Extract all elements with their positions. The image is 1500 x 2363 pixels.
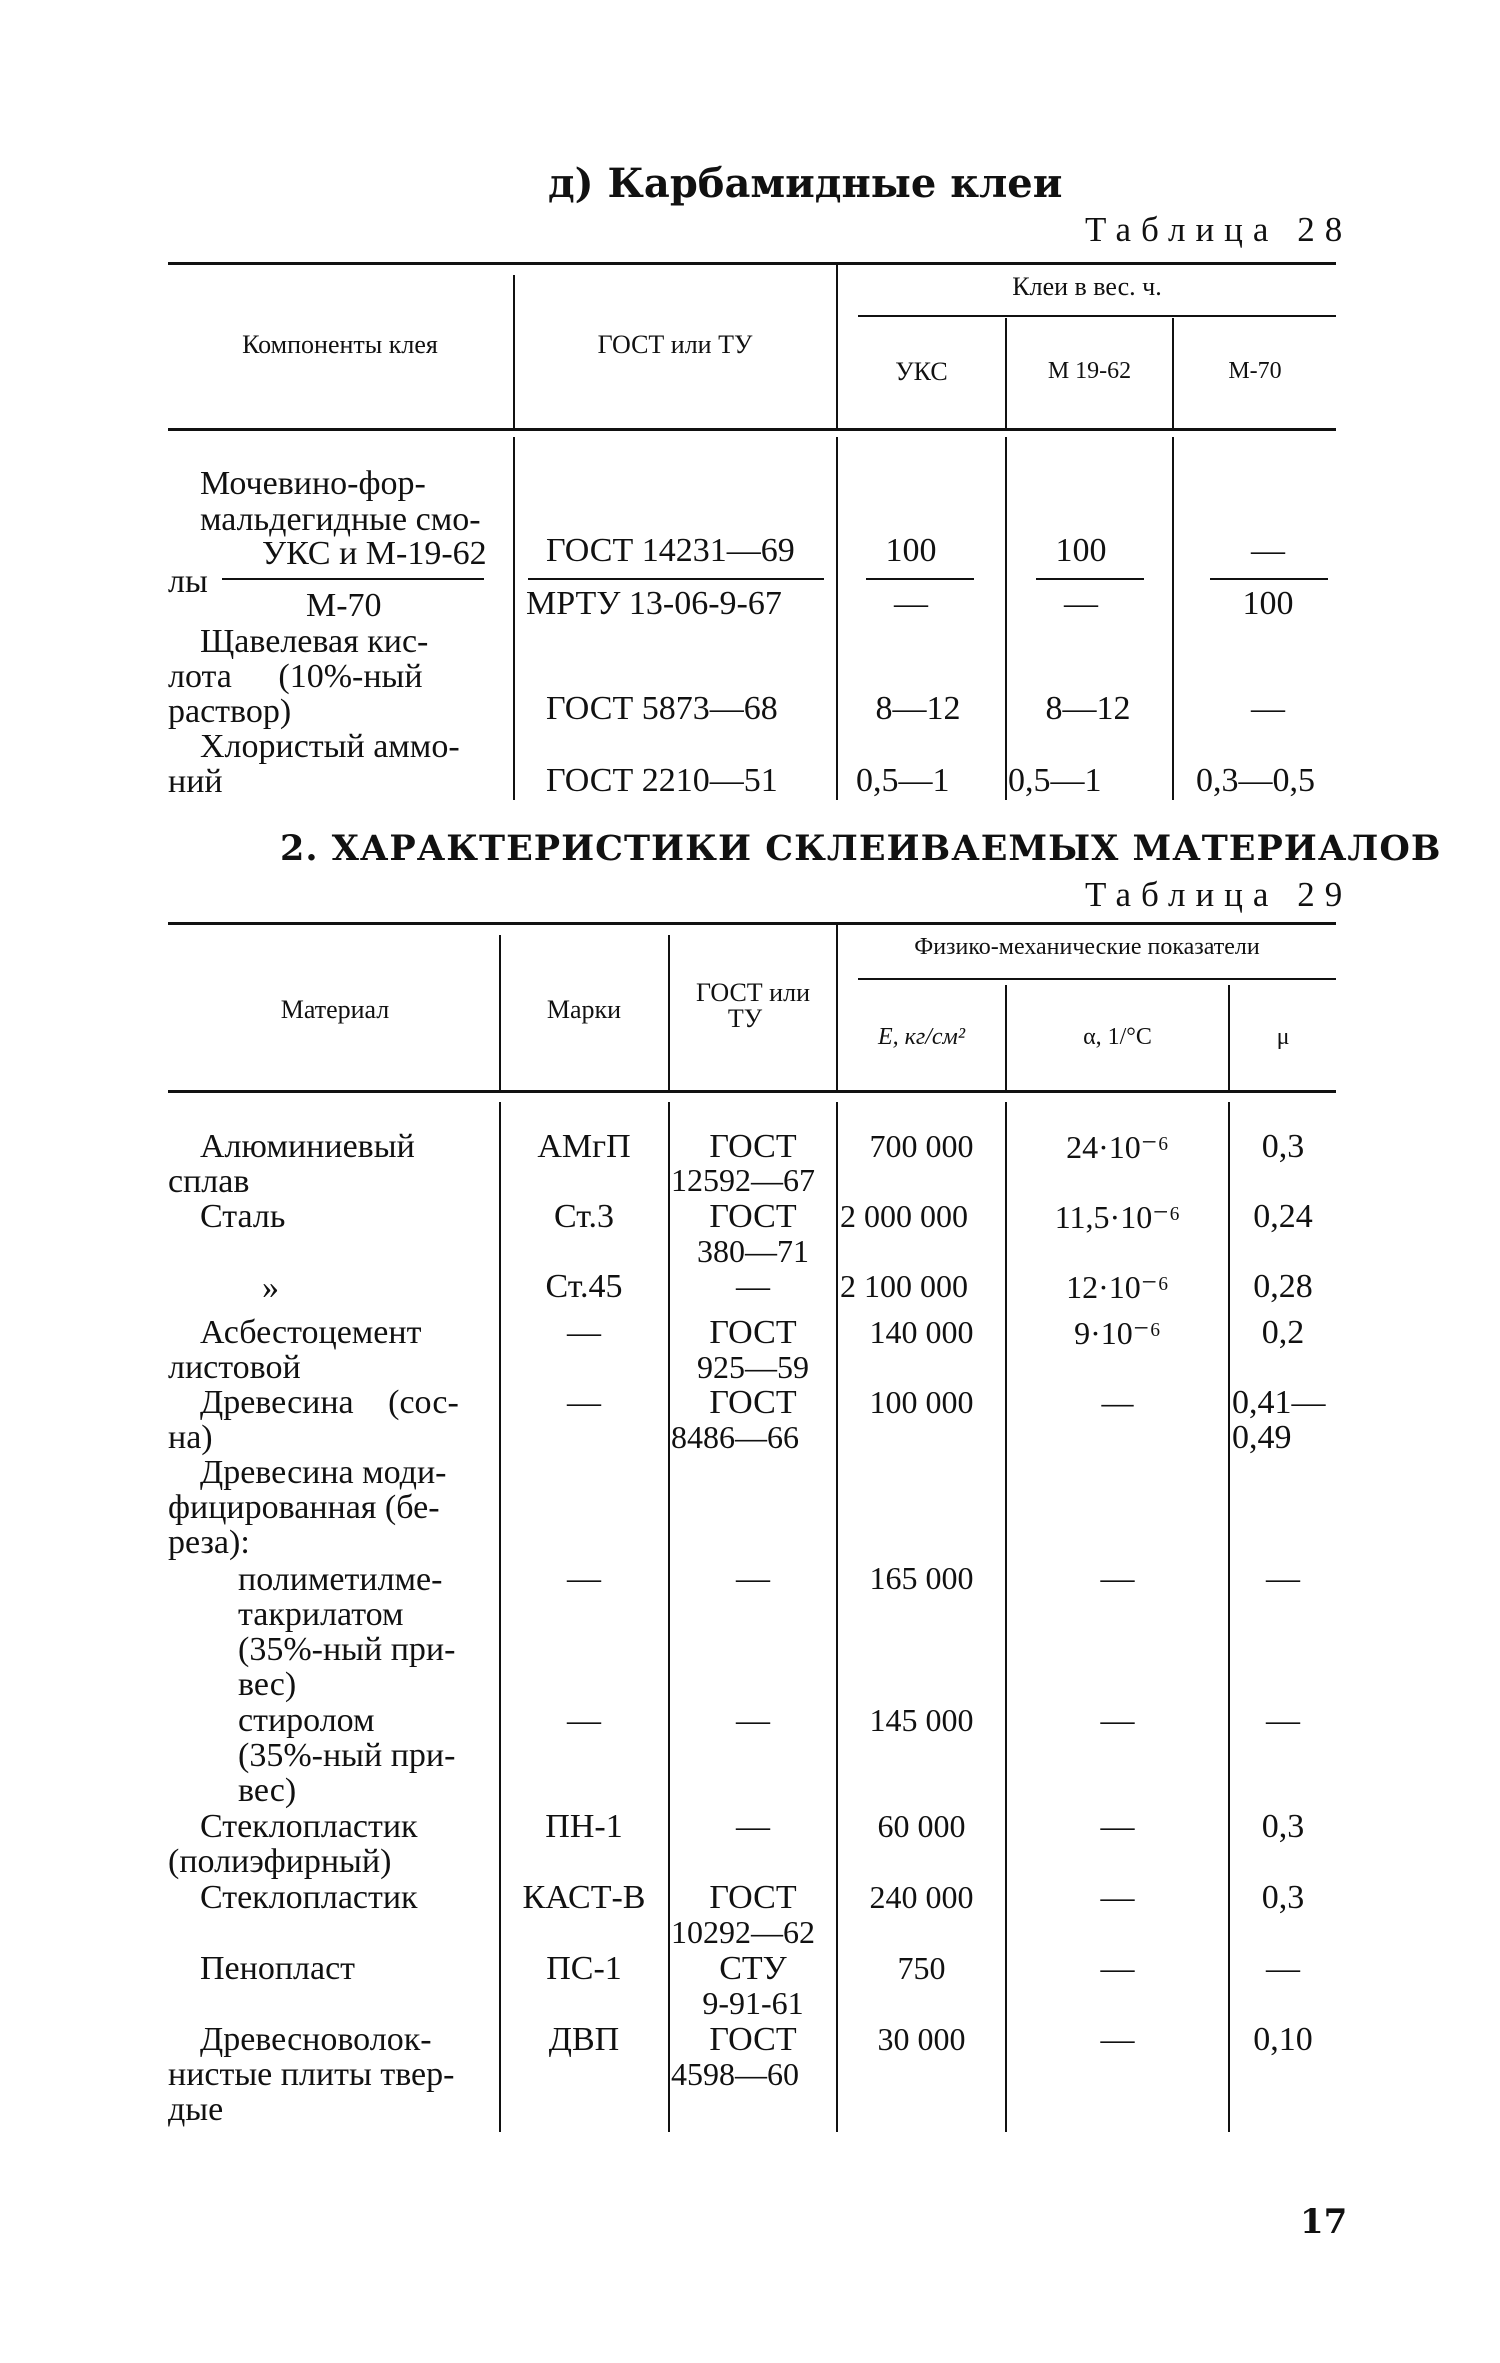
row-steel-g1: ГОСТ [709,1198,797,1235]
row-glassfiber2-mu: 0,3 [1261,1879,1305,1916]
cell-r1a-uks: 100 [885,532,937,569]
row-glassfiber1-g1: — [736,1808,770,1845]
row-steel-m1: Сталь [200,1198,286,1235]
row-steel45-mu: 0,28 [1253,1268,1313,1305]
row-glassfiber2-g1: ГОСТ [709,1879,797,1916]
header-e: E, кг/см² [877,1024,966,1050]
row-fiberboard-g1: ГОСТ [709,2021,797,2058]
row-foam-e: 750 [897,1950,946,1986]
header-m70: М-70 [1228,358,1282,384]
table-29-label: Таблица 29 [1085,875,1353,914]
cell-r1a-gost: ГОСТ 14231—69 [546,532,795,569]
row-foam-mark: ПС-1 [546,1950,622,1987]
row-pmma-mark: — [567,1560,601,1597]
row-asbestos-mark: — [567,1314,601,1351]
header-marks: Марки [546,995,622,1024]
row-styrene-a: — [1100,1702,1135,1739]
header-gost-2: ТУ [727,1004,763,1033]
row-glassfiber1-m1: Стеклопластик [200,1808,418,1845]
cell-r1a-m70: — [1251,532,1285,569]
row-steel-mu: 0,24 [1253,1198,1313,1235]
header-group-physmech: Физико-механические показатели [914,934,1260,960]
page-number: 17 [1300,2202,1348,2242]
row-aluminium-m1: Алюминиевый [200,1128,415,1165]
row-fiberboard-g2: 4598—60 [671,2056,799,2092]
header-uks: УКС [895,357,948,386]
row-steel-g2: 380—71 [697,1233,809,1269]
row-pmma-m2: такрилатом [238,1596,404,1633]
row-resins-label-1: Мочевино-фор- [200,465,426,502]
row-aluminium-a: 24·10⁻⁶ [1066,1129,1169,1165]
row-styrene-m2: (35%-ный при- [238,1737,456,1774]
row-aluminium-g1: ГОСТ [709,1128,797,1165]
row-pmma-e: 165 000 [869,1560,974,1596]
row-glassfiber2-mark: КАСТ-В [522,1879,646,1916]
cell-r2-uks: 8—12 [875,690,961,727]
cell-r3-uks: 0,5—1 [856,762,950,799]
row-glassfiber2-m1: Стеклопластик [200,1879,418,1916]
row-glassfiber1-m2: (полиэфирный) [168,1843,392,1880]
row-styrene-m1: стиролом [238,1702,375,1739]
cell-r1b-m70: 100 [1242,585,1294,622]
row-steel45-g1: — [736,1268,770,1305]
row-oxalic-label-3: раствор) [168,693,292,730]
row-pine-a: — [1101,1384,1134,1420]
header-gost: ГОСТ или ТУ [597,330,753,359]
row-asbestos-e: 140 000 [869,1314,974,1350]
header-mu: μ [1276,1024,1290,1050]
row-aluminium-mu: 0,3 [1261,1128,1305,1165]
row-pmma-m3: (35%-ный при- [238,1631,456,1668]
row-glassfiber1-mark: ПН-1 [545,1808,623,1845]
row-aluminium-g2: 12592—67 [671,1162,815,1198]
section-d-title: д) Карбамидные клеи [548,160,1063,207]
row-pine-g1: ГОСТ [709,1384,797,1421]
row-steel-mark: Ст.3 [553,1198,615,1235]
row-glassfiber1-a: — [1100,1808,1135,1845]
row-foam-m1: Пенопласт [200,1950,356,1987]
cell-r3-m70: 0,3—0,5 [1196,762,1315,799]
row-aluminium-m2: сплав [168,1163,250,1200]
row-steel45-mark: Ст.45 [545,1268,623,1305]
row-pine-e: 100 000 [869,1384,974,1420]
row-pine-mu: 0,41— [1232,1384,1326,1421]
row-fiberboard-mu: 0,10 [1253,2021,1313,2058]
header-gost-1: ГОСТ или [695,978,810,1007]
row-resins-label-3: лы [168,563,208,600]
row-pine-mu2: 0,49 [1232,1419,1292,1456]
cell-r2-gost: ГОСТ 5873—68 [546,690,778,727]
row-aluminium-e: 700 000 [869,1128,974,1164]
row-pmma-mu: — [1266,1560,1300,1597]
row-steel45-a: 12·10⁻⁶ [1066,1269,1169,1305]
row-foam-g1: СТУ [719,1950,787,1987]
row-fiberboard-mark: ДВП [548,2021,620,2058]
row-fiberboard-m3: дые [168,2091,224,2128]
row-pmma-m4: вес) [238,1666,297,1703]
cell-r2-m70: — [1251,690,1285,727]
row-asbestos-m1: Асбестоцемент [200,1314,422,1351]
row-fiberboard-m1: Древесноволок- [200,2021,432,2058]
row-asbestos-mu: 0,2 [1261,1314,1305,1351]
row-pine-m2: на) [168,1419,213,1456]
row-asbestos-a: 9·10⁻⁶ [1074,1315,1161,1351]
row-ammonium-label-2: ний [168,763,223,800]
row-asbestos-g1: ГОСТ [709,1314,797,1351]
row-asbestos-m2: листовой [168,1349,301,1386]
row-glassfiber1-e: 60 000 [877,1808,966,1844]
row-oxalic-label-2: лота (10%-ный [168,658,423,695]
row-pmma-m1: полиметилме- [238,1561,443,1598]
row-resins-sub-b: М-70 [306,587,382,624]
row-oxalic-label-1: Щавелевая кис- [200,623,429,660]
cell-r1b-m1962: — [1064,585,1098,622]
cell-r3-m1962: 0,5—1 [1008,762,1102,799]
cell-r2-m1962: 8—12 [1045,690,1131,727]
cell-r1b-gost: МРТУ 13-06-9-67 [526,585,782,622]
row-pine-mark: — [567,1384,601,1421]
header-group-glues: Клеи в вес. ч. [1012,272,1162,301]
row-foam-g2: 9-91-61 [702,1985,804,2021]
row-styrene-mark: — [567,1702,601,1739]
row-styrene-e: 145 000 [869,1702,974,1738]
row-steel45-m1: » [262,1269,279,1306]
row-fiberboard-m2: нистые плиты твер- [168,2056,455,2093]
section-2-title: 2. ХАРАКТЕРИСТИКИ СКЛЕИВАЕМЫХ МАТЕРИАЛОВ [280,828,1442,869]
row-ammonium-label-1: Хлористый аммо- [200,728,460,765]
cell-r1a-m1962: 100 [1055,532,1107,569]
row-glassfiber1-mu: 0,3 [1261,1808,1305,1845]
row-modwood-m2: фицированная (бе- [168,1489,440,1526]
row-fiberboard-e: 30 000 [877,2021,966,2057]
header-material: Материал [280,995,390,1024]
row-styrene-g1: — [736,1702,770,1739]
header-alpha: α, 1/°C [1083,1024,1152,1050]
row-foam-mu: — [1266,1950,1300,1987]
row-modwood-m3: реза): [168,1524,250,1561]
row-steel-e: 2 000 000 [840,1198,968,1234]
row-glassfiber2-e: 240 000 [869,1879,974,1915]
row-pmma-g1: — [736,1560,770,1597]
row-asbestos-g2: 925—59 [697,1349,809,1385]
row-glassfiber2-a: — [1100,1879,1135,1916]
header-m1962: М 19-62 [1047,358,1132,384]
row-fiberboard-a: — [1100,2021,1135,2058]
row-resins-sub-a: УКС и М-19-62 [262,535,487,572]
row-modwood-m1: Древесина моди- [200,1454,447,1491]
row-pine-g2: 8486—66 [671,1419,799,1455]
cell-r1b-uks: — [894,585,928,622]
row-styrene-m3: вес) [238,1772,297,1809]
header-components: Компоненты клея [242,330,438,359]
row-steel45-e: 2 100 000 [840,1268,968,1304]
row-glassfiber2-g2: 10292—62 [671,1914,815,1950]
row-pine-m1: Древесина (сос- [200,1384,459,1421]
row-aluminium-mark: АМгП [537,1128,631,1165]
row-resins-label-2: мальдегидные смо- [200,501,481,538]
row-foam-a: — [1100,1950,1135,1987]
row-steel-a: 11,5·10⁻⁶ [1054,1199,1181,1235]
row-styrene-mu: — [1266,1702,1300,1739]
row-pmma-a: — [1100,1560,1135,1597]
table-28-label: Таблица 28 [1085,210,1353,249]
cell-r3-gost: ГОСТ 2210—51 [546,762,778,799]
